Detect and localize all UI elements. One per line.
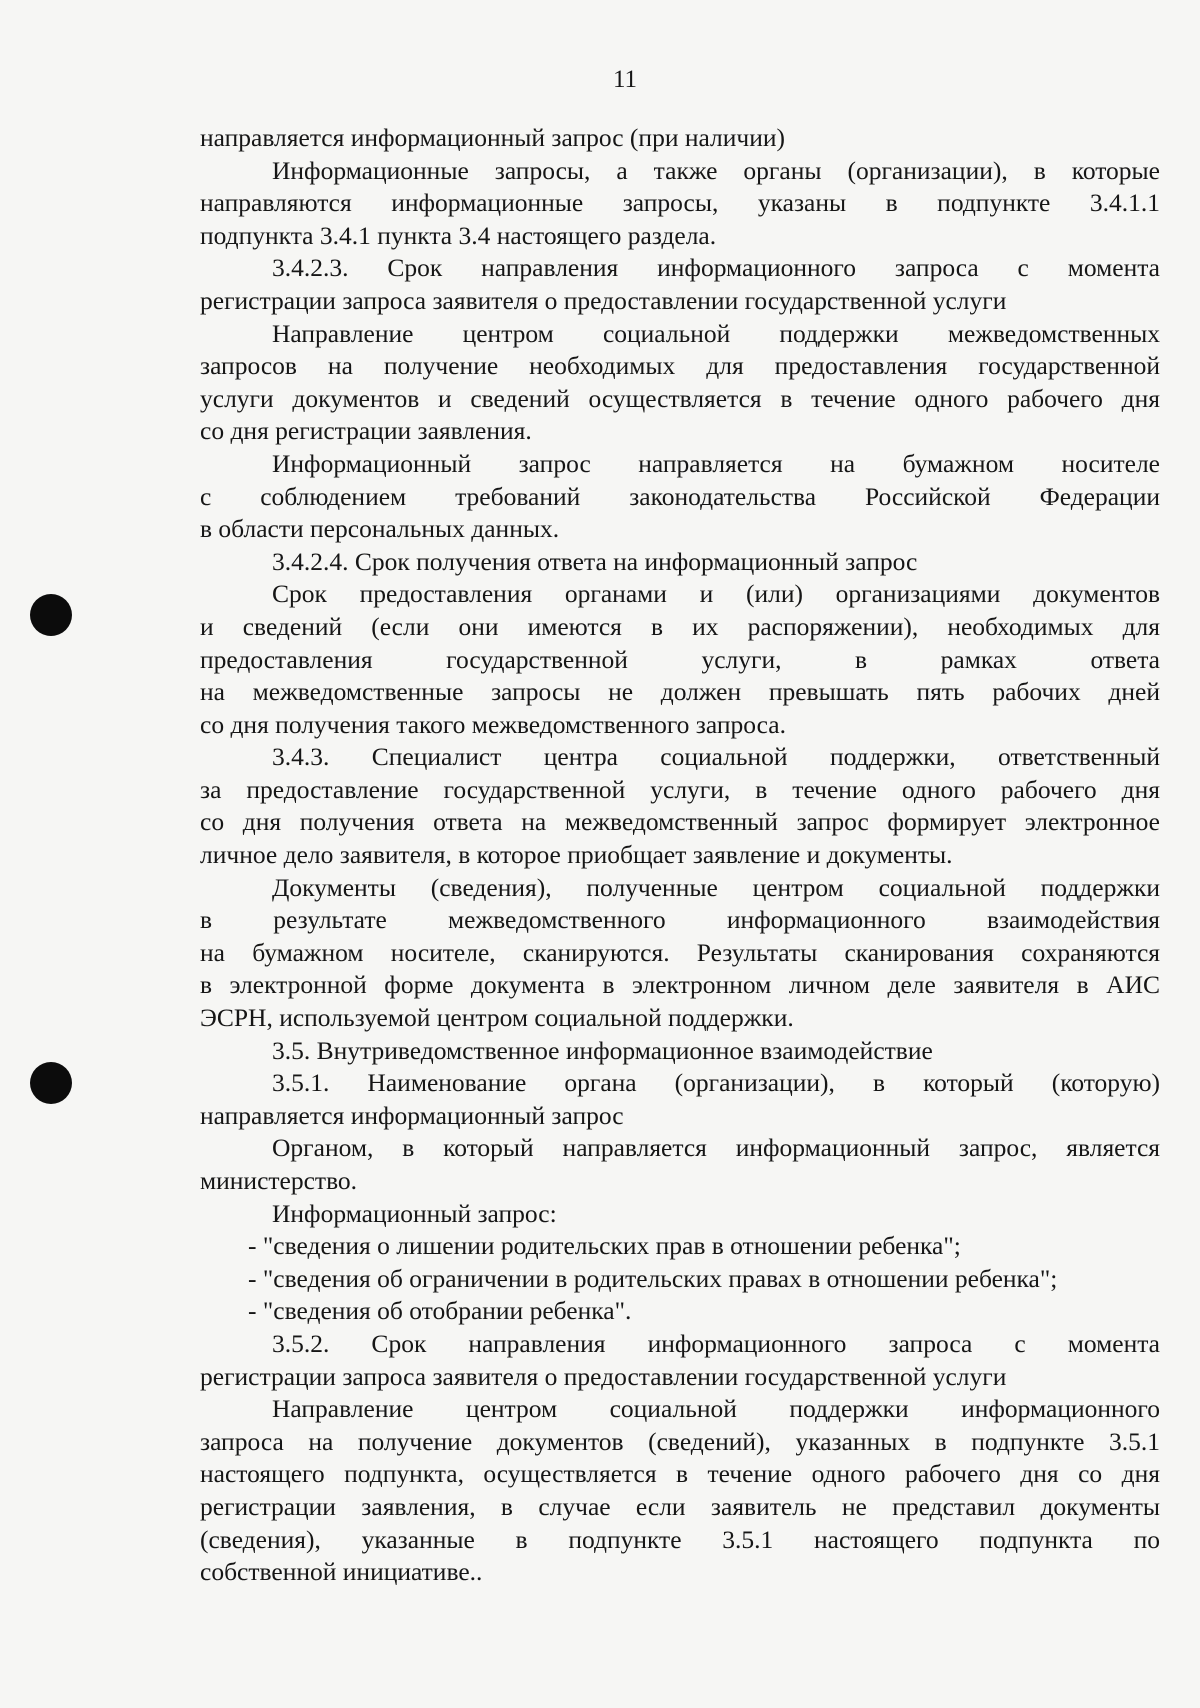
- text-line: со дня получения такого межведомственного запроса.: [200, 709, 786, 739]
- text-line: на межведомственные запросы не должен превышать пять рабочих дней: [200, 677, 1160, 707]
- text-line: подпункта 3.4.1 пункта 3.4 настоящего раздела.: [200, 220, 717, 250]
- text-line: 3.5.1. Наименование органа (организации), в который (которую): [272, 1068, 1160, 1098]
- text-line: министерство.: [200, 1166, 358, 1195]
- text-line: направляются информационные запросы, указаны в подпункте 3.4.1.1: [200, 188, 1160, 218]
- text-line: направляется информационный запрос: [200, 1100, 624, 1130]
- text-line: Органом, в который направляется информационный запрос, является: [272, 1133, 1160, 1163]
- text-line: запросов на получение необходимых для предоставления государственной: [200, 351, 1160, 381]
- text-line: в электронной форме документа в электронном личном деле заявителя в АИС: [200, 970, 1160, 1000]
- text-line: Информационный запрос:: [272, 1198, 557, 1228]
- text-line: регистрации запроса заявителя о предоставлении государственной услуги: [200, 285, 1007, 315]
- text-line: запроса на получение документов (сведений), указанных в подпункте 3.5.1: [200, 1426, 1160, 1456]
- text-line: в результате межведомственного информационного взаимодействия: [200, 905, 1160, 935]
- text-line: Направление центром социальной поддержки межведомственных: [272, 318, 1160, 348]
- text-line: 3.4.2.4. Срок получения ответа на информационный запрос: [272, 546, 918, 576]
- text-line: регистрации заявления, в случае если заявитель не представил документы: [200, 1491, 1160, 1521]
- text-line: Информационные запросы, а также органы (организации), в которые: [272, 155, 1160, 185]
- text-line: Направление центром социальной поддержки информационного: [272, 1394, 1160, 1424]
- text-line: 3.4.3. Специалист центра социальной поддержки, ответственный: [272, 742, 1160, 772]
- text-line: 3.5.2. Срок направления информационного запроса с момента: [272, 1328, 1160, 1358]
- text-line: Документы (сведения), полученные центром социальной поддержки: [272, 872, 1160, 902]
- document-body: [200, 122, 1160, 1589]
- text-line: Срок предоставления органами и (или) организациями документов: [272, 579, 1160, 609]
- text-line: регистрации запроса заявителя о предоставлении государственной услуги: [200, 1361, 1007, 1391]
- text-line: в области персональных данных.: [200, 514, 560, 544]
- text-line: собственной инициативе..: [200, 1557, 483, 1587]
- text-line: 3.5. Внутриведомственное информационное взаимодействие: [272, 1035, 933, 1065]
- text-line: ЭСРН, используемой центром социальной поддержки.: [200, 1003, 794, 1033]
- text-line: настоящего подпункта, осуществляется в течение одного рабочего дня со дня: [200, 1459, 1160, 1489]
- text-line: услуги документов и сведений осуществляется в течение одного рабочего дня: [200, 383, 1160, 413]
- text-line: с соблюдением требований законодательства Российской Федерации: [200, 481, 1160, 511]
- text-line: за предоставление государственной услуги, в течение одного рабочего дня: [200, 774, 1160, 804]
- text-line: и сведений (если они имеются в их распоряжении), необходимых для: [200, 611, 1160, 641]
- text-line: - "сведения о лишении родительских прав в отношении ребенка";: [248, 1231, 961, 1261]
- text-line: предоставления государственной услуги, в рамках ответа: [200, 644, 1160, 674]
- text-line: - "сведения об отобрании ребенка".: [248, 1296, 632, 1326]
- text-line: направляется информационный запрос (при наличии): [200, 123, 786, 152]
- page-number: 11: [612, 66, 638, 93]
- text-line: (сведения), указанные в подпункте 3.5.1 настоящего подпункта по: [200, 1524, 1160, 1554]
- text-line: Информационный запрос направляется на бумажном носителе: [272, 448, 1160, 478]
- text-line: со дня получения ответа на межведомственный запрос формирует электронное: [200, 807, 1160, 837]
- punch-hole-upper: [30, 594, 72, 636]
- text-line: на бумажном носителе, сканируются. Результаты сканирования сохраняются: [200, 937, 1160, 967]
- text-line: со дня регистрации заявления.: [200, 416, 532, 446]
- text-line: личное дело заявителя, в которое приобщает заявление и документы.: [200, 840, 953, 870]
- punch-hole-lower: [30, 1062, 72, 1104]
- text-line: 3.4.2.3. Срок направления информационного запроса с момента: [272, 253, 1160, 283]
- text-line: - "сведения об ограничении в родительских правах в отношении ребенка";: [248, 1263, 1058, 1293]
